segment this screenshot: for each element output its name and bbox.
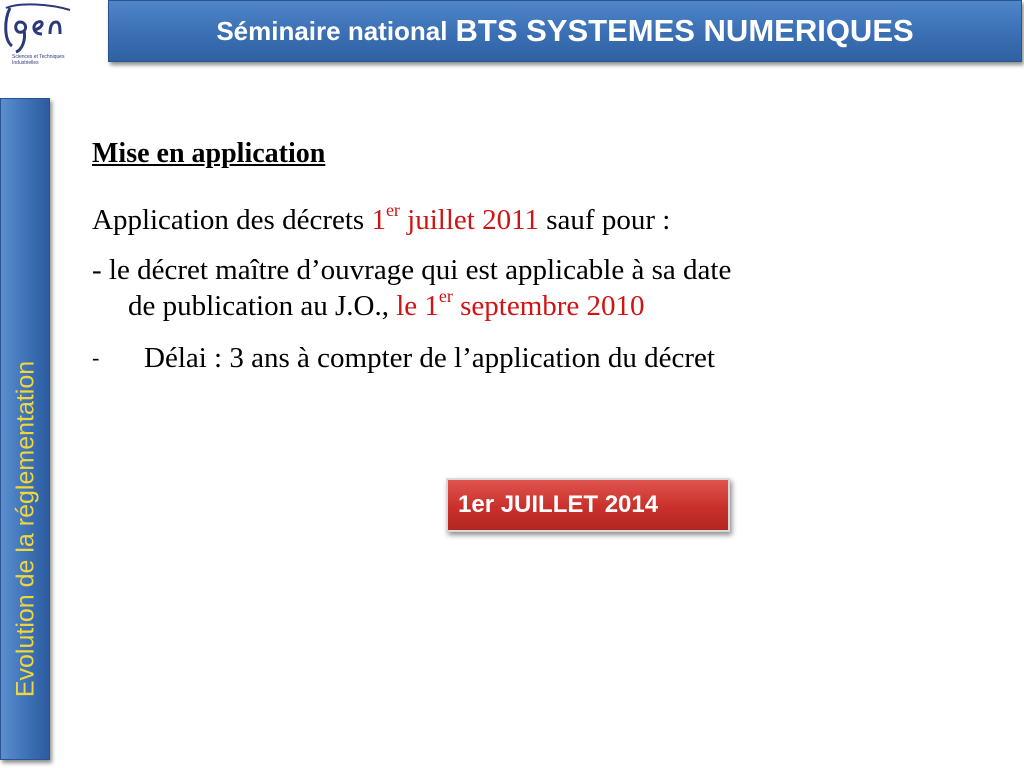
bullet-1 xyxy=(92,252,992,324)
slide-content xyxy=(92,136,992,376)
section-heading: Mise en application xyxy=(92,138,326,169)
side-label: Evolution de la réglementation xyxy=(11,360,40,698)
bullet-2-text: Délai : 3 ans à compter de l’application du décret xyxy=(144,342,715,374)
deadline-label: 1er JUILLET 2014 xyxy=(458,491,659,518)
igen-logo xyxy=(0,0,92,88)
deadline-callout xyxy=(446,478,730,532)
side-bar xyxy=(0,98,50,760)
bullet-1-continuation: de publication au J.O., xyxy=(128,290,397,322)
bullet-1-date-rest: septembre 2010 xyxy=(452,290,645,322)
application-prefix: Application des décrets xyxy=(92,204,372,236)
date-rest: juillet 2011 xyxy=(399,204,540,236)
application-line xyxy=(92,202,992,238)
title-big: BTS SYSTEMES NUMERIQUES xyxy=(455,13,914,48)
bullet-1-date-prefix: le 1 xyxy=(396,290,439,322)
application-date xyxy=(371,200,540,236)
date-num: 1 xyxy=(371,204,386,236)
logo-subtitle: Sciences et Techniques Industrielles xyxy=(12,54,65,66)
date-sup: er xyxy=(385,200,400,221)
bullet-1-date xyxy=(396,286,645,322)
bullet-dash: - xyxy=(92,345,100,370)
bullet-dash: - xyxy=(92,254,102,286)
application-suffix: sauf pour : xyxy=(539,204,671,236)
bullet-2 xyxy=(92,340,992,376)
title-bar xyxy=(108,0,1022,62)
bullet-1-date-sup: er xyxy=(438,286,453,307)
bullet-1-text: le décret maître d’ouvrage qui est applicable à sa date xyxy=(101,254,732,286)
igen-logo-mark xyxy=(0,0,92,60)
title-small: Séminaire national xyxy=(216,15,448,46)
